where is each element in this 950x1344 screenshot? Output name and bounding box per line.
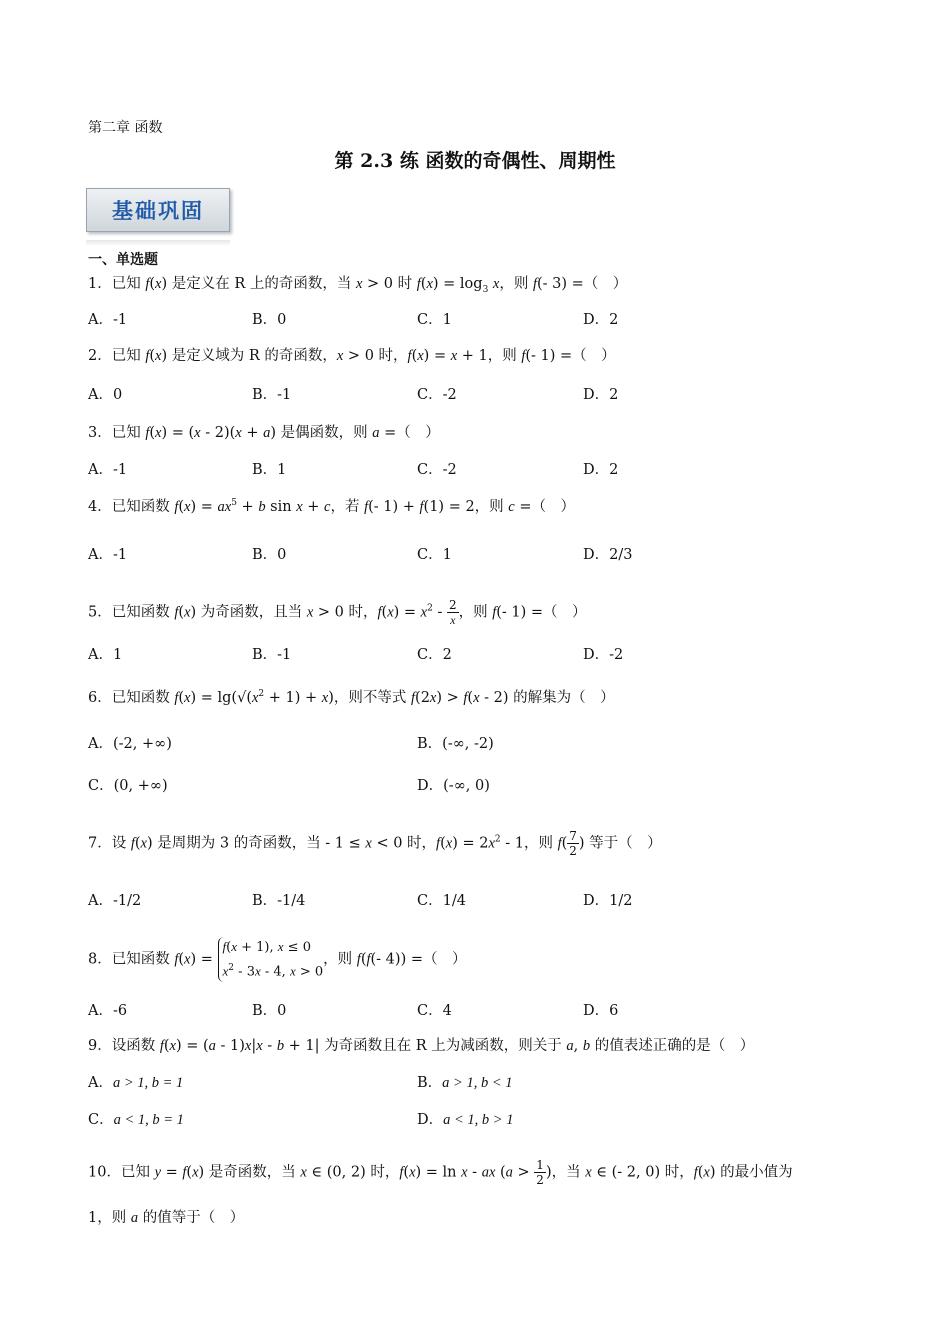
question-number: 7．: [88, 835, 112, 852]
question-5: 5．已知函数 f(x) 为奇函数，且当 x > 0 时，$f(x) = x^2$ - $\frac{2}{x}$ ，则 f(- 1) =（ ）: [88, 598, 587, 627]
q3-option-c[interactable]: C．-2: [417, 462, 457, 478]
question-6: 6．已知函数 $f(x) = \lg(√(x^2 + 1) + x)$，则不等式 f(2x) > f(x - 2) 的解集为（ ）: [88, 689, 615, 706]
q7-option-b[interactable]: B．-1/4: [252, 893, 306, 909]
question-3: 3．已知 f(x) = (x - 2)(x + a) 是偶函数，则 a =（ ）: [88, 425, 440, 441]
question-10-continued: 1，则 a 的值等于（ ）: [88, 1210, 245, 1226]
q5-option-b[interactable]: B．-1: [252, 647, 292, 663]
banner-divider: [86, 240, 230, 246]
section-heading: 一、单选题: [88, 252, 158, 268]
question-9: 9．设函数 f(x) = (a - 1)x|x - b + 1| 为奇函数且在 R 上为减函数，则关于 a, b 的值表述正确的是（ ）: [88, 1038, 755, 1054]
q3-option-a[interactable]: A．-1: [88, 462, 128, 478]
question-number: 3．: [88, 425, 112, 441]
q9-option-b[interactable]: B．a > 1, b < 1: [417, 1075, 513, 1091]
q4-option-d[interactable]: D．2/3: [583, 547, 633, 563]
q2-option-c[interactable]: C．-2: [417, 387, 457, 403]
q3-option-d[interactable]: D．2: [583, 462, 619, 478]
q6-option-c[interactable]: C．(0, +∞): [88, 778, 168, 794]
q8-option-b[interactable]: B．0: [252, 1003, 287, 1019]
q9-option-d[interactable]: D．a < 1, b > 1: [417, 1112, 514, 1128]
question-2: 2．已知 f(x) 是定义域为 R 的奇函数，x > 0 时，f(x) = x + 1，则 f(- 1) =（ ）: [88, 348, 616, 364]
question-1: 1．已知 f(x) 是定义在 R 上的奇函数，当 x > 0 时 $f(x) = \log_3 x$，则 f(- 3) =（ ）: [88, 276, 628, 295]
question-8: 8．已知函数 f(x) = f(x + 1), x ≤ 0 $x^2 - 3x - 4$, x > 0，则 f(f(- 4)) =（ ）: [88, 937, 466, 982]
q1-option-d[interactable]: D．2: [583, 312, 619, 328]
q2-option-b[interactable]: B．-1: [252, 387, 292, 403]
q6-option-b[interactable]: B．(-∞, -2): [417, 736, 494, 752]
q9-option-c[interactable]: C．a < 1, b = 1: [88, 1112, 184, 1128]
q4-option-c[interactable]: C．1: [417, 547, 452, 563]
q3-option-b[interactable]: B．1: [252, 462, 287, 478]
q4-option-a[interactable]: A．-1: [88, 547, 128, 563]
q2-option-a[interactable]: A．0: [88, 387, 123, 403]
q1-option-b[interactable]: B．0: [252, 312, 287, 328]
question-number: 8．: [88, 951, 112, 968]
q7-option-d[interactable]: D．1/2: [583, 893, 633, 909]
question-number: 2．: [88, 348, 112, 364]
q4-option-b[interactable]: B．0: [252, 547, 287, 563]
question-number: 4．: [88, 499, 112, 515]
q7-option-a[interactable]: A．-1/2: [88, 893, 142, 909]
page-title: 第 2.3 练 函数的奇偶性、周期性: [334, 150, 616, 172]
q8-option-d[interactable]: D．6: [583, 1003, 619, 1019]
question-number: 1．: [88, 276, 112, 292]
q5-option-c[interactable]: C．2: [417, 647, 452, 663]
question-number: 10．: [88, 1164, 121, 1181]
question-7: 7．设 f(x) 是周期为 3 的奇函数，当 - 1 ≤ x < 0 时，$f(x) = 2x^2 - 1$，则 f( $\frac{7}{2}$ ) 等于（ ）: [88, 829, 662, 858]
q5-option-d[interactable]: D．-2: [583, 647, 624, 663]
q1-option-c[interactable]: C．1: [417, 312, 452, 328]
q6-option-a[interactable]: A．(-2, +∞): [88, 736, 172, 752]
q1-option-a[interactable]: A．-1: [88, 312, 128, 328]
q8-option-c[interactable]: C．4: [417, 1003, 452, 1019]
question-10: 10．已知 y = f(x) 是奇函数，当 x ∈ (0, 2) 时，f(x) = ln x - ax (a > $\frac{1}{2}$ )，当 x ∈ (- 2, 0) 时，f(x) 的最小值为: [88, 1158, 793, 1187]
q5-option-a[interactable]: A．1: [88, 647, 123, 663]
q6-option-d[interactable]: D．(-∞, 0): [417, 778, 490, 794]
chapter-label: 第二章 函数: [88, 120, 163, 136]
q2-option-d[interactable]: D．2: [583, 387, 619, 403]
question-4: 4．已知函数 $f(x) = ax^5 + b$ sin x + c，若 f(- 1) + f(1) = 2，则 c =（ ）: [88, 498, 575, 515]
question-number: 5．: [88, 604, 112, 621]
q7-option-c[interactable]: C．1/4: [417, 893, 466, 909]
q8-option-a[interactable]: A．-6: [88, 1003, 128, 1019]
question-number: 6．: [88, 690, 112, 706]
q9-option-a[interactable]: A．a > 1, b = 1: [88, 1075, 184, 1091]
section-banner: 基础巩固: [86, 188, 230, 232]
question-number: 9．: [88, 1038, 112, 1054]
